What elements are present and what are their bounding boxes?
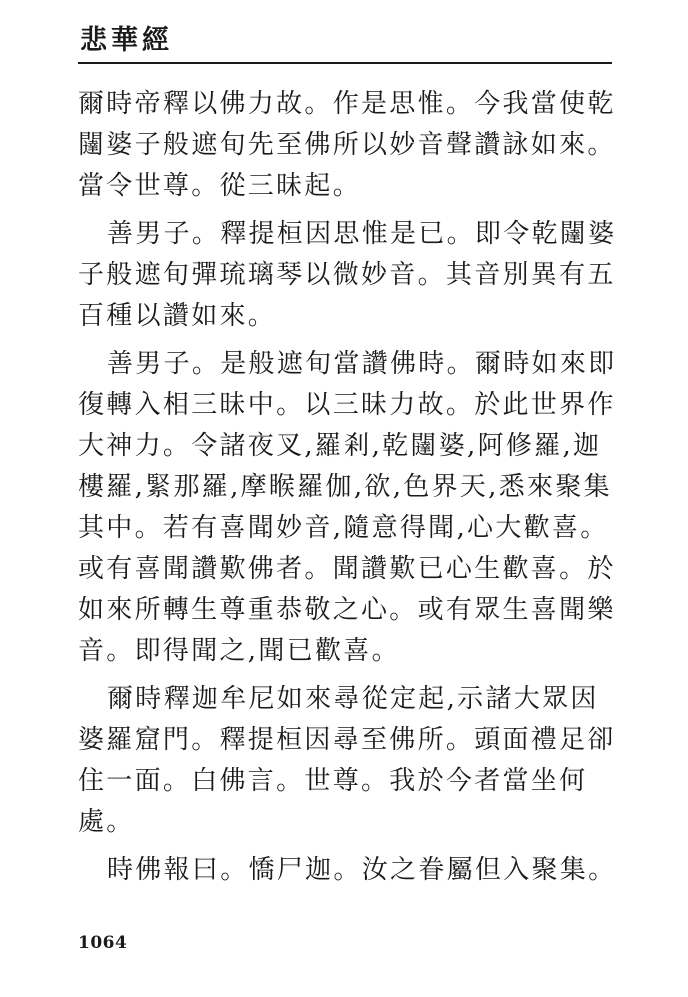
scripture-text xyxy=(78,84,617,898)
text-line: 爾時帝釋以佛力故。作是思惟。今我當使乾 xyxy=(78,89,616,119)
text-line: 或有喜聞讚歎佛者。聞讚歎已心生歡喜。於 xyxy=(78,554,616,584)
book-title: 悲華經 xyxy=(80,25,173,56)
text-line: 善男子。釋提桓因思惟是已。即令乾闥婆 xyxy=(107,219,617,249)
paragraph-4 xyxy=(78,679,614,843)
paragraph-1 xyxy=(78,84,614,207)
text-line: 如來所轉生尊重恭敬之心。或有眾生喜聞樂 xyxy=(78,595,616,625)
paragraph-5 xyxy=(78,850,617,891)
page-number: 1064 xyxy=(78,933,128,953)
text-line: 音。即得聞之,聞已歡喜。 xyxy=(78,636,400,666)
text-line: 其中。若有喜聞妙音,隨意得聞,心大歡喜。 xyxy=(78,513,609,543)
text-line: 爾時釋迦牟尼如來尋從定起,示諸大眾因 xyxy=(107,684,599,714)
text-line: 善男子。是般遮旬當讚佛時。爾時如來即 xyxy=(107,349,617,379)
text-line: 樓羅,緊那羅,摩睺羅伽,欲,色界天,悉來聚集 xyxy=(78,472,612,502)
text-line: 當令世尊。從三昧起。 xyxy=(78,171,362,201)
text-line: 闥婆子般遮旬先至佛所以妙音聲讚詠如來。 xyxy=(78,130,616,160)
text-line: 百種以讚如來。 xyxy=(78,301,277,331)
running-header xyxy=(78,22,612,64)
paragraph-3 xyxy=(78,344,617,672)
text-line: 處。 xyxy=(78,807,135,837)
paragraph-2 xyxy=(78,214,617,337)
text-line: 婆羅窟門。釋提桓因尋至佛所。頭面禮足卻 xyxy=(78,725,616,755)
text-line: 大神力。令諸夜叉,羅剎,乾闥婆,阿修羅,迦 xyxy=(78,431,602,461)
text-line: 子般遮旬彈琉璃琴以微妙音。其音別異有五 xyxy=(78,260,616,290)
text-line: 時佛報曰。憍尸迦。汝之眷屬但入聚集。 xyxy=(107,855,617,885)
text-line: 復轉入相三昧中。以三昧力故。於此世界作 xyxy=(78,390,616,420)
text-line: 住一面。白佛言。世尊。我於今者當坐何 xyxy=(78,766,588,796)
